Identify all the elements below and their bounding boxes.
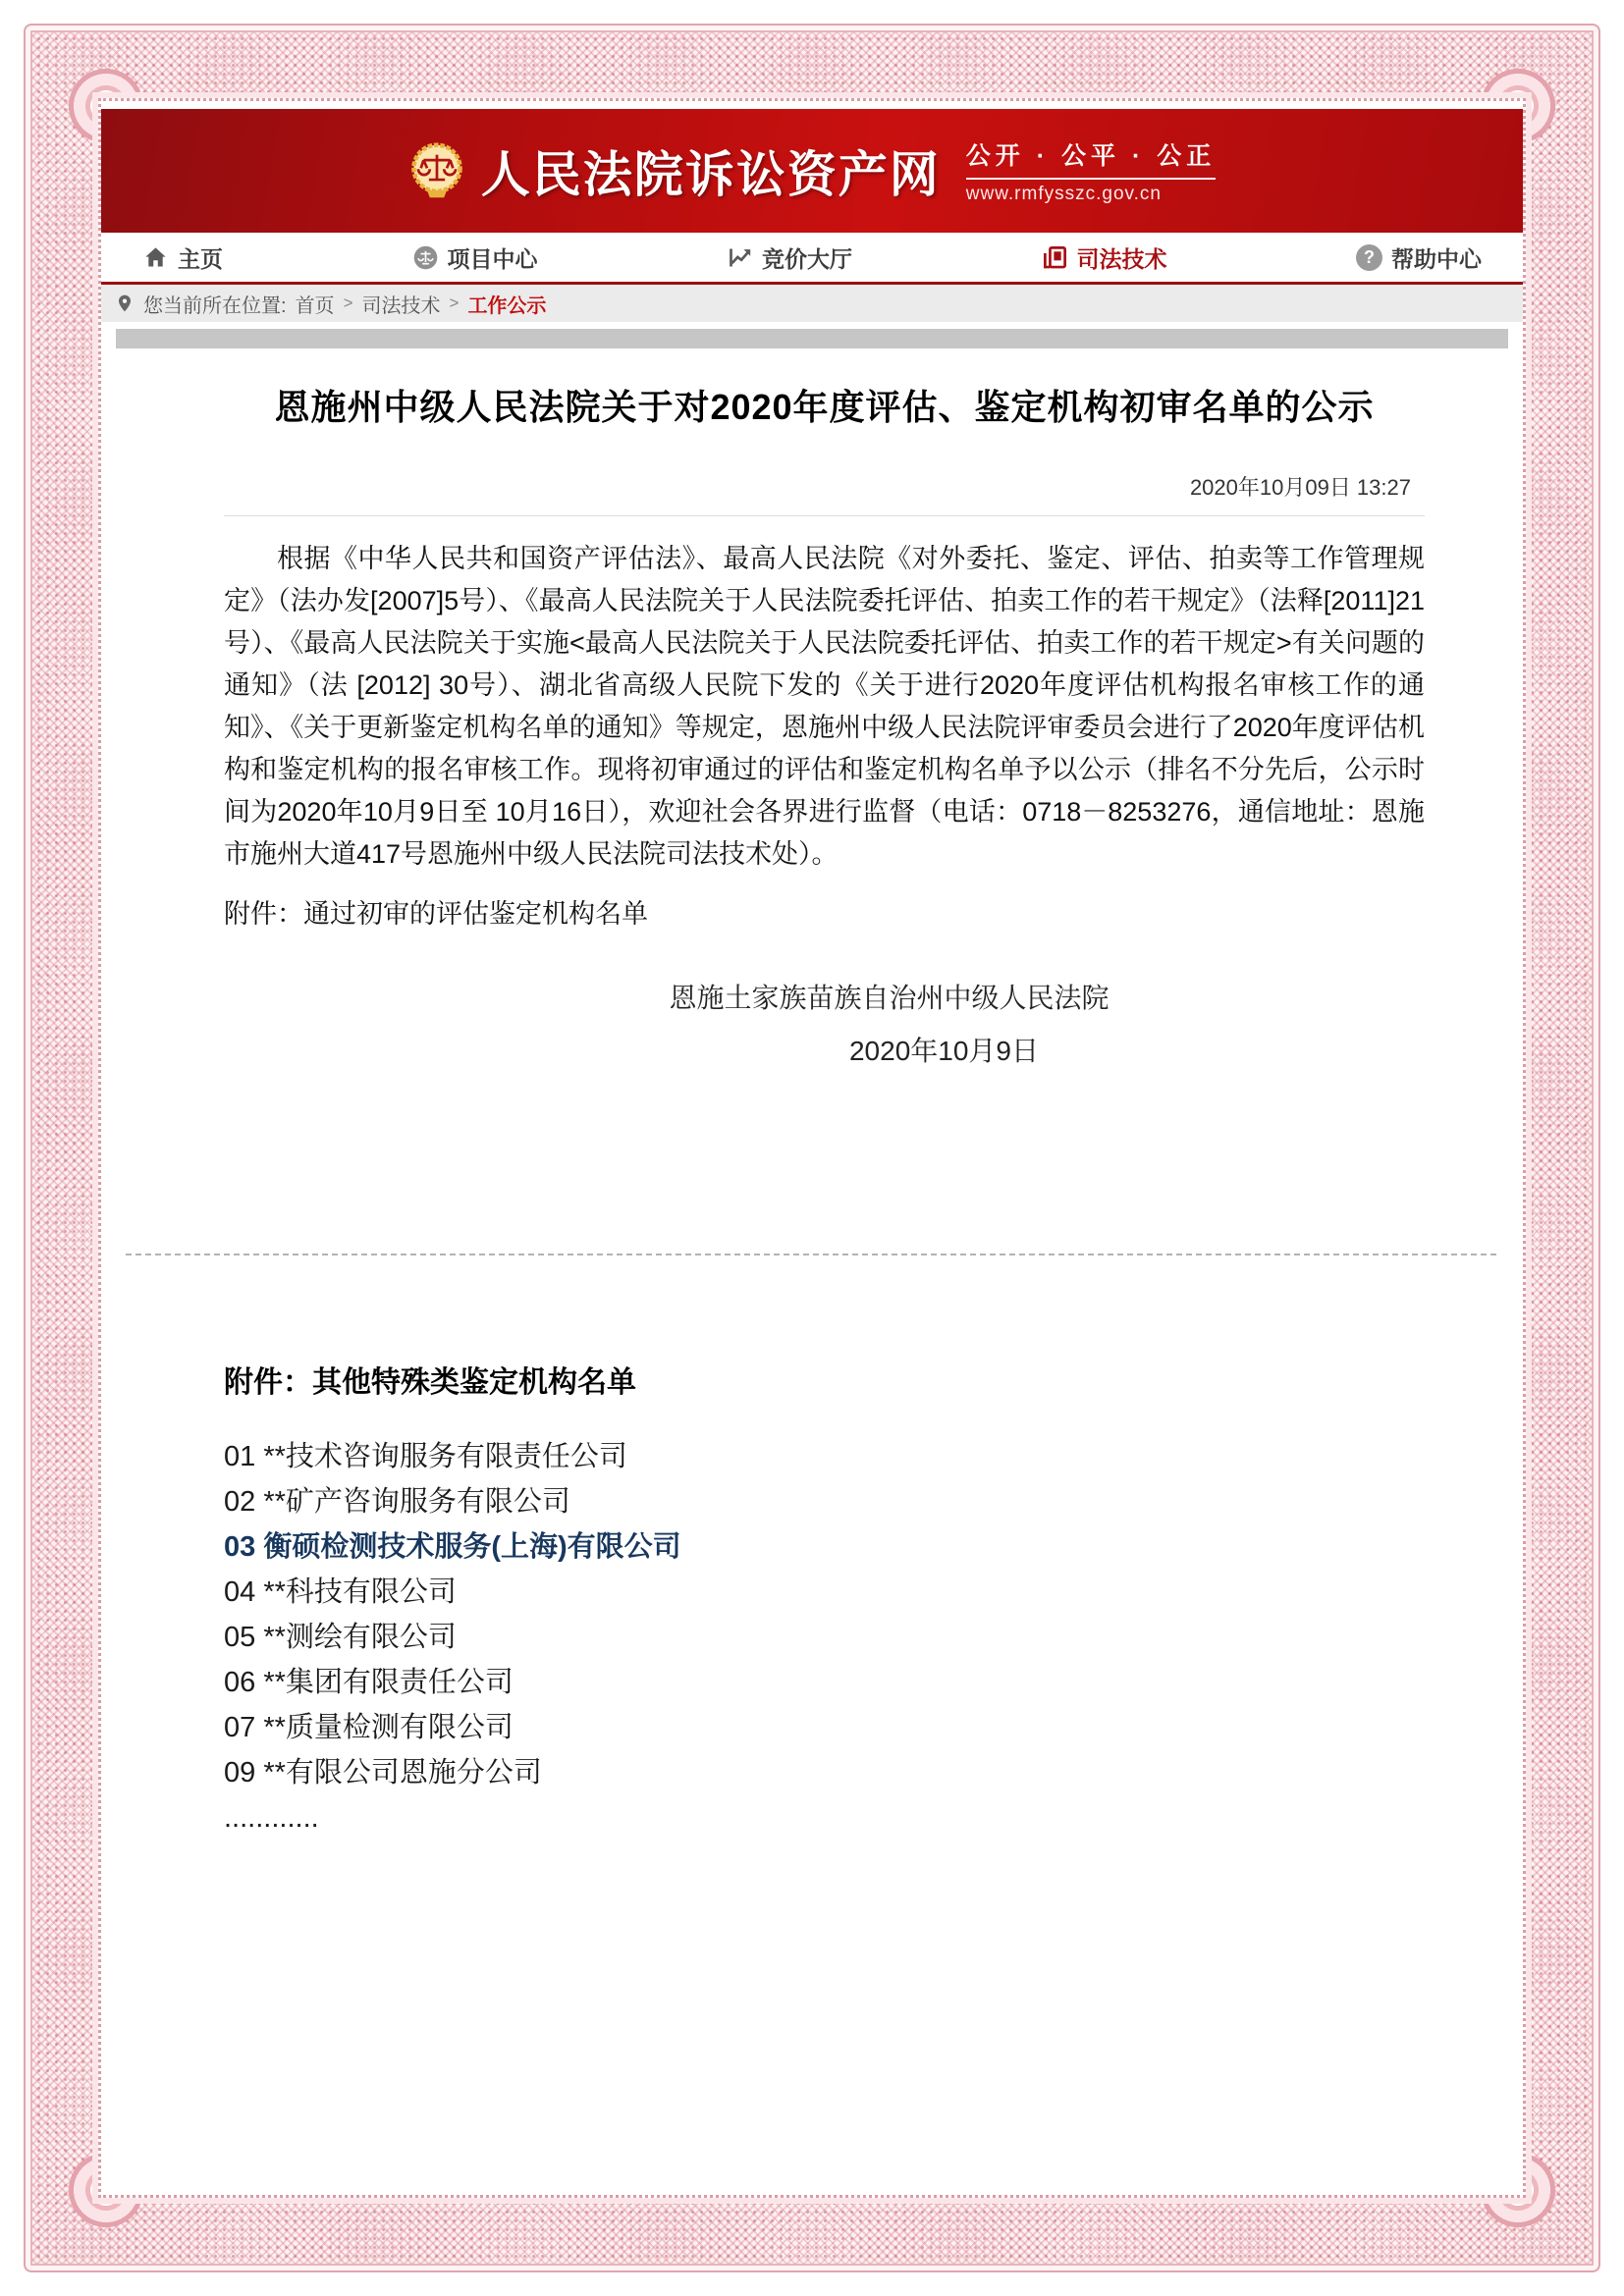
publish-datetime: 2020年10月09日 13:27 <box>224 471 1425 516</box>
attachment-note: 附件：通过初审的评估鉴定机构名单 <box>224 899 648 929</box>
list-item: 05 **测绘有限公司 <box>224 1622 457 1653</box>
attachment-list <box>224 1434 1425 1841</box>
list-item-ellipsis: ............ <box>224 1802 319 1834</box>
main-nav <box>101 233 1523 285</box>
site-url: www.rmfysszc.gov.cn <box>965 184 1162 204</box>
nav-item-label: 主页 <box>178 245 223 272</box>
article <box>101 348 1523 1841</box>
article-body-paragraph: 根据《中华人民共和国资产评估法》、最高人民法院《对外委托、鉴定、评估、拍卖等工作管理规定》（法办发[2007]5号）、《最高人民法院关于人民法院委托评估、拍卖工作的若干规定》（法释[2011]21号）、《最高人民法院关于实施<最高人民法院关于人民法院委托评估、拍卖工作的若干规定>有关问题的通知》（法 [2012] 30号）、湖北省高级人民院下发的《关于进行2020年度评估机构报名审核工作的通知》、《关于更新鉴定机构名单的通知》等规定，恩施州中级人民法院评审委员会进行了2020年度评估机构和鉴定机构的报名审核工作。现将初审通过的评估和鉴定机构名单予以公示（排名不分先后，公示时间为2020年10月9日至 10月16日），欢迎社会各界进行监督（电话：0718－8253276，通信地址：恩施市施州大道417号恩施州中级人民法院司法技术处）。 <box>224 544 1425 869</box>
list-item: 01 **技术咨询服务有限责任公司 <box>224 1441 627 1472</box>
judicial-tech-icon <box>1042 244 1068 271</box>
bidding-hall-icon <box>727 244 753 271</box>
site-header <box>101 109 1523 233</box>
breadcrumb-separator: > <box>343 294 353 312</box>
nav-item-help-center[interactable] <box>1356 241 1482 274</box>
breadcrumb-home[interactable]: 首页 <box>295 294 335 317</box>
list-item: 09 **有限公司恩施分公司 <box>224 1757 542 1789</box>
nav-item-judicial-tech[interactable] <box>1042 241 1167 274</box>
list-item: 07 **质量检测有限公司 <box>224 1712 514 1743</box>
content-area <box>101 101 1523 2195</box>
site-slogan: 公开 · 公平 · 公正 <box>966 136 1216 180</box>
location-pin-icon <box>115 294 135 313</box>
page-title: 恩施州中级人民法院关于对2020年度评估、鉴定机构初审名单的公示 <box>274 387 1375 427</box>
project-center-icon <box>412 244 439 271</box>
site-logo-link[interactable] <box>408 135 1216 206</box>
nav-item-home[interactable] <box>142 241 223 274</box>
nav-item-label: 帮助中心 <box>1391 245 1482 272</box>
list-item: 02 **矿产咨询服务有限公司 <box>224 1486 570 1518</box>
breadcrumb <box>101 285 1523 322</box>
nav-item-bidding-hall[interactable] <box>727 241 852 274</box>
signature-date: 2020年10月9日 <box>848 1036 1039 1066</box>
list-item: 06 **集团有限责任公司 <box>224 1667 514 1698</box>
attachment-heading: 附件：其他特殊类鉴定机构名单 <box>224 1366 636 1399</box>
nav-item-label: 竞价大厅 <box>762 245 852 272</box>
content-divider-bar <box>116 329 1508 348</box>
home-icon <box>142 244 169 271</box>
nav-item-label: 司法技术 <box>1076 245 1167 272</box>
list-item: 04 **科技有限公司 <box>224 1576 457 1608</box>
breadcrumb-current[interactable]: 工作公示 <box>467 294 547 317</box>
breadcrumb-section[interactable]: 司法技术 <box>361 294 441 317</box>
help-center-icon <box>1356 244 1382 271</box>
signature-organization: 恩施土家族苗族自治州中级人民法院 <box>669 983 1110 1013</box>
list-item-highlighted: 03 衡硕检测技术服务(上海)有限公司 <box>224 1531 681 1563</box>
signature-block <box>224 977 1425 1069</box>
site-title: 人民法院诉讼资产网 <box>480 147 941 202</box>
nav-item-project-center[interactable] <box>412 241 538 274</box>
breadcrumb-prefix: 您当前所在位置: <box>143 294 287 317</box>
nav-item-label: 项目中心 <box>447 245 538 272</box>
site-slogan-block <box>966 136 1216 205</box>
breadcrumb-separator: > <box>449 294 460 312</box>
dashed-separator <box>126 1254 1496 1255</box>
court-emblem-icon <box>408 142 465 199</box>
